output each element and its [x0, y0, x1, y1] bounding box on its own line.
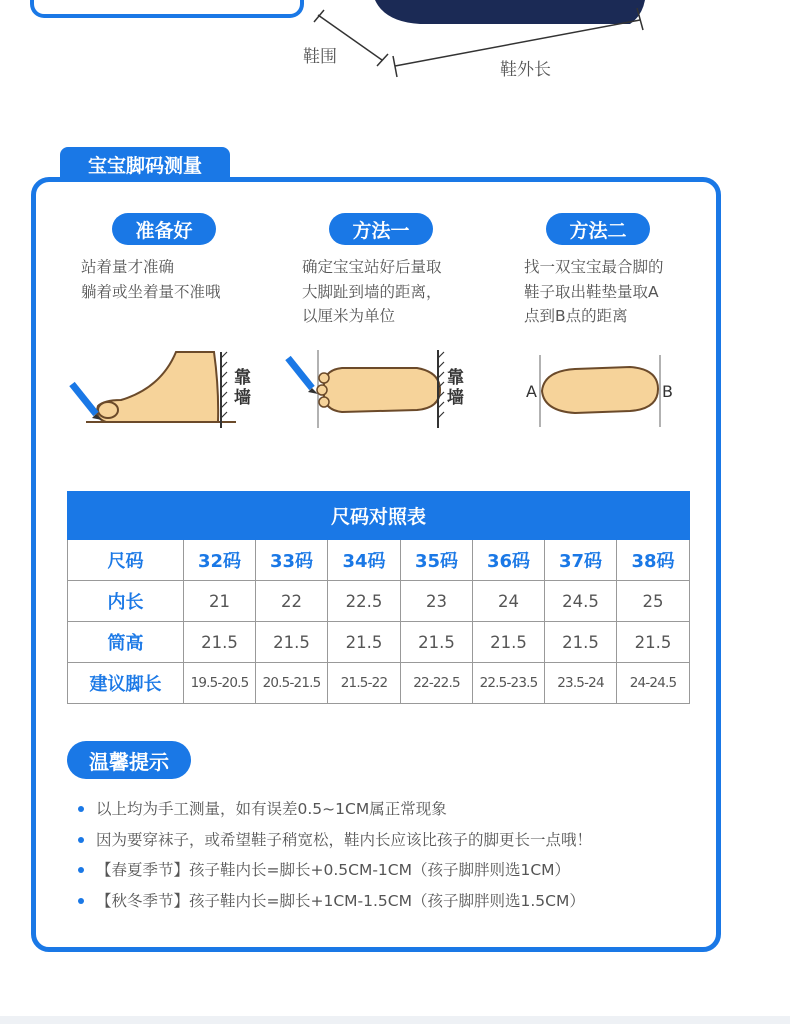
wall-label-one: 靠墙 — [447, 368, 464, 408]
row-header-size: 尺码 — [68, 540, 184, 581]
table-cell: 21.5 — [545, 622, 617, 663]
insole-illustration — [520, 355, 680, 427]
table-cell: 21 — [184, 581, 256, 622]
section-title: 宝宝脚码测量 — [60, 147, 230, 181]
table-cell: 23 — [401, 581, 473, 622]
tip-text: 以上均为手工测量，如有误差0.5~1CM属正常现象 — [96, 800, 447, 818]
outer-length-label: 鞋外长 — [500, 60, 551, 80]
tip-text: 【秋冬季节】孩子鞋内长=脚长+1CM-1.5CM（孩子脚胖则选1.5CM） — [96, 891, 585, 910]
table-cell: 22.5 — [328, 581, 401, 622]
table-cell: 21.5 — [473, 622, 545, 663]
method-desc-one: 确定宝宝站好后量取 大脚趾到墙的距离， 以厘米为单位 — [302, 258, 442, 325]
table-cell: 21.5 — [328, 622, 401, 663]
table-cell: 19.5-20.5 — [184, 663, 256, 704]
table-cell: 25 — [617, 581, 690, 622]
table-row — [68, 540, 690, 581]
bullet-icon — [78, 837, 84, 843]
method-pill-ready: 准备好 — [112, 213, 216, 245]
girth-label: 鞋围 — [303, 47, 337, 67]
bottom-divider — [0, 1016, 790, 1024]
table-cell: 32码 — [184, 540, 256, 581]
table-cell: 24-24.5 — [617, 663, 690, 704]
table-cell: 24.5 — [545, 581, 617, 622]
size-chart-table — [67, 491, 690, 704]
tip-text: 因为要穿袜子，或希望鞋子稍宽松，鞋内长应该比孩子的脚更长一点哦！ — [96, 830, 593, 849]
method-desc-two: 找一双宝宝最合脚的 鞋子取出鞋垫量取A 点到B点的距离 — [524, 258, 664, 325]
tips-title: 温馨提示 — [67, 741, 191, 779]
table-row — [68, 622, 690, 663]
list-item — [78, 855, 708, 886]
table-row — [68, 581, 690, 622]
table-cell: 22 — [256, 581, 328, 622]
table-cell: 22-22.5 — [401, 663, 473, 704]
table-cell: 35码 — [401, 540, 473, 581]
bullet-icon — [78, 867, 84, 873]
method-desc-ready: 站着量才准确 躺着或坐着量不准哦 — [81, 258, 221, 301]
size-chart-title: 尺码对照表 — [68, 492, 690, 540]
list-item — [78, 825, 708, 856]
table-cell: 38码 — [617, 540, 690, 581]
point-a-label: A — [526, 382, 537, 401]
bullet-icon — [78, 806, 84, 812]
method-pill-two: 方法二 — [546, 213, 650, 245]
table-cell: 23.5-24 — [545, 663, 617, 704]
row-header-shaft-height: 筒高 — [68, 622, 184, 663]
table-cell: 36码 — [473, 540, 545, 581]
row-header-suggested-foot-length: 建议脚长 — [68, 663, 184, 704]
tip-text: 【春夏季节】孩子鞋内长=脚长+0.5CM-1CM（孩子脚胖则选1CM） — [96, 861, 571, 879]
shoe-diagram-fragment — [300, 0, 660, 85]
list-item — [78, 794, 708, 825]
previous-section-box — [30, 0, 304, 18]
wall-label-ready: 靠墙 — [234, 368, 251, 408]
table-cell: 34码 — [328, 540, 401, 581]
table-cell: 22.5-23.5 — [473, 663, 545, 704]
table-row — [68, 663, 690, 704]
table-cell: 21.5-22 — [328, 663, 401, 704]
table-cell: 21.5 — [401, 622, 473, 663]
table-cell: 21.5 — [184, 622, 256, 663]
list-item — [78, 886, 708, 917]
method-pill-one: 方法一 — [329, 213, 433, 245]
table-cell: 37码 — [545, 540, 617, 581]
point-b-label: B — [662, 382, 673, 401]
tips-list — [78, 794, 708, 916]
table-cell: 24 — [473, 581, 545, 622]
bullet-icon — [78, 898, 84, 904]
table-cell: 33码 — [256, 540, 328, 581]
table-cell: 21.5 — [617, 622, 690, 663]
table-cell: 20.5-21.5 — [256, 663, 328, 704]
row-header-inner-length: 内长 — [68, 581, 184, 622]
table-cell: 21.5 — [256, 622, 328, 663]
